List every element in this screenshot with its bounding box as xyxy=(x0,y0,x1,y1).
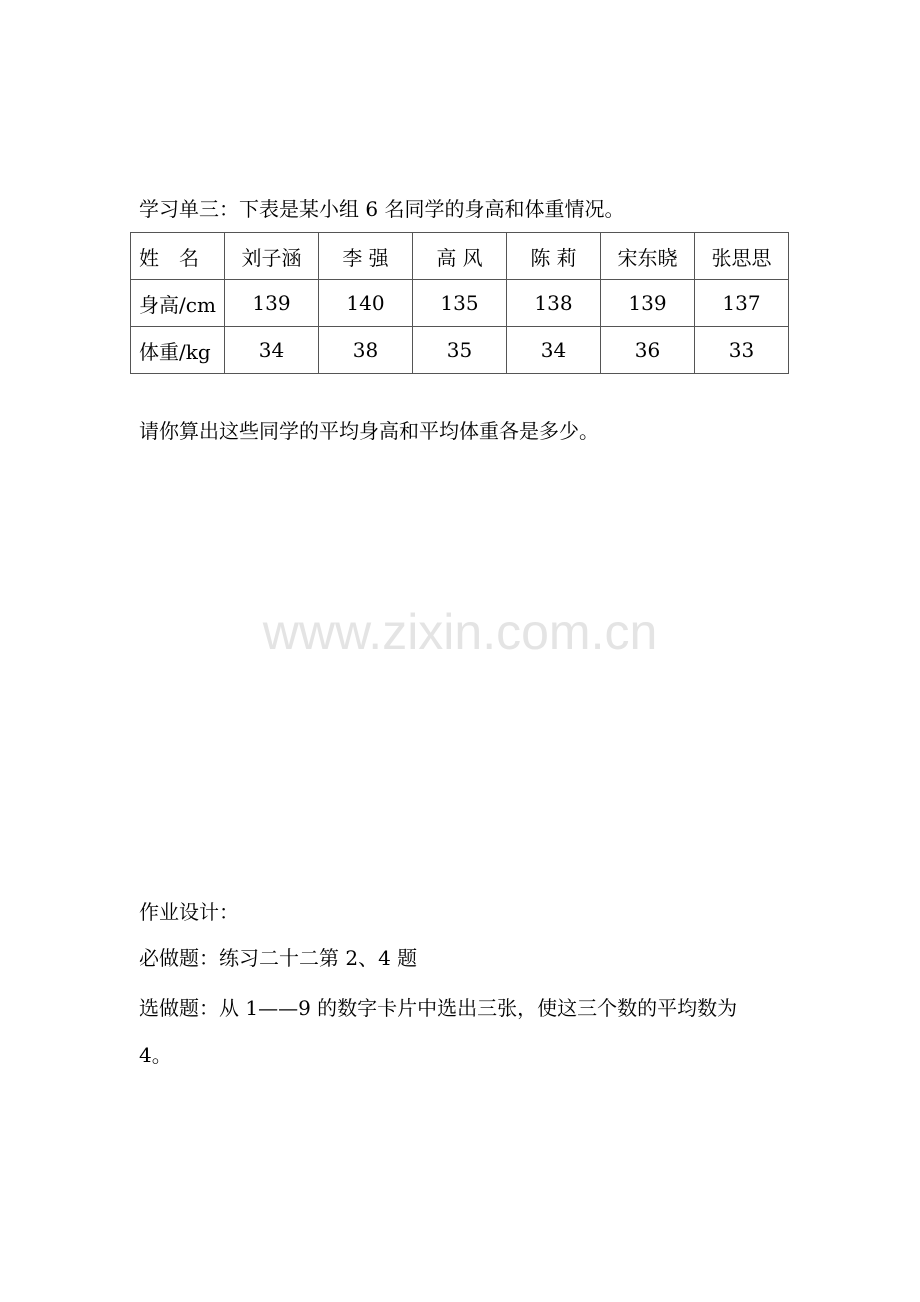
table-row-heights xyxy=(131,280,789,327)
height-cell: 135 xyxy=(413,280,507,327)
height-cell: 137 xyxy=(695,280,789,327)
name-cell: 刘子涵 xyxy=(225,233,319,280)
weight-cell: 33 xyxy=(695,327,789,374)
homework-title: 作业设计： xyxy=(139,900,239,924)
homework-required: 必做题：练习二十二第 2、4 题 xyxy=(139,946,418,970)
weight-cell: 35 xyxy=(413,327,507,374)
name-cell: 张思思 xyxy=(695,233,789,280)
height-header-cell: 身高/cm xyxy=(131,280,225,327)
weight-cell: 34 xyxy=(507,327,601,374)
height-cell: 138 xyxy=(507,280,601,327)
weight-cell: 34 xyxy=(225,327,319,374)
homework-optional-line1: 选做题：从 1——9 的数字卡片中选出三张，使这三个数的平均数为 xyxy=(139,996,738,1020)
weight-cell: 38 xyxy=(319,327,413,374)
weight-header-cell: 体重/kg xyxy=(131,327,225,374)
weight-cell: 36 xyxy=(601,327,695,374)
name-cell: 宋东晓 xyxy=(601,233,695,280)
height-cell: 139 xyxy=(601,280,695,327)
watermark: www.zixin.com.cn xyxy=(262,604,658,660)
name-cell: 高 风 xyxy=(413,233,507,280)
height-cell: 140 xyxy=(319,280,413,327)
homework-optional-line2: 4。 xyxy=(139,1043,172,1067)
table-row-weights xyxy=(131,327,789,374)
intro-text: 学习单三：下表是某小组 6 名同学的身高和体重情况。 xyxy=(139,197,625,221)
name-cell: 陈 莉 xyxy=(507,233,601,280)
height-cell: 139 xyxy=(225,280,319,327)
height-weight-table xyxy=(130,232,789,374)
name-header-cell: 姓 名 xyxy=(131,233,225,280)
table-row-names xyxy=(131,233,789,280)
name-cell: 李 强 xyxy=(319,233,413,280)
question-text: 请你算出这些同学的平均身高和平均体重各是多少。 xyxy=(139,419,599,443)
